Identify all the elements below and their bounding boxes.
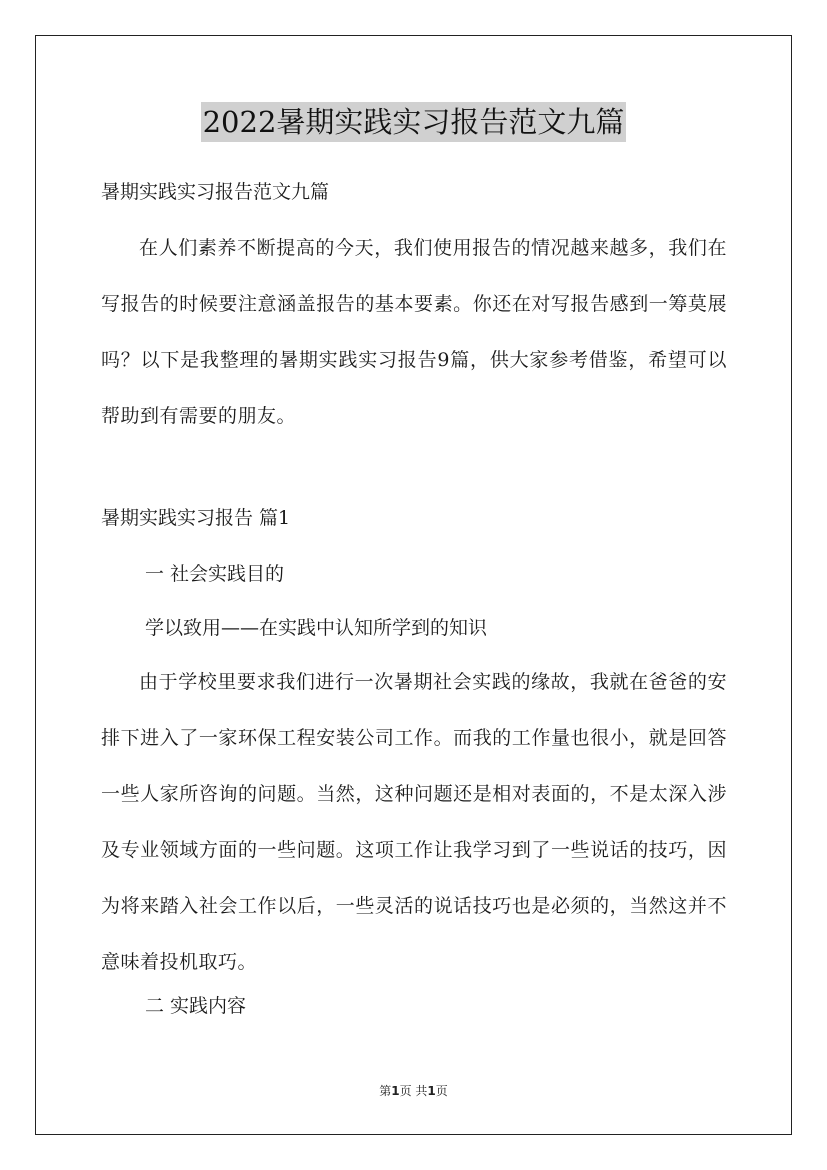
footer-page-current: 1 bbox=[391, 1084, 400, 1098]
footer-mid: 页 共 bbox=[399, 1084, 428, 1098]
page-footer bbox=[0, 1082, 827, 1099]
item-heading-1: 一 社会实践目的 bbox=[145, 563, 285, 585]
footer-suffix: 页 bbox=[435, 1084, 448, 1098]
footer-page-total: 1 bbox=[427, 1084, 436, 1098]
title-container bbox=[0, 102, 827, 142]
section-heading: 暑期实践实习报告 篇1 bbox=[101, 507, 291, 529]
item-heading-2: 二 实践内容 bbox=[145, 995, 247, 1017]
intro-paragraph: 在人们素养不断提高的今天，我们使用报告的情况越来越多，我们在写报告的时候要注意涵盖报告的基本要素。你还在对写报告感到一筹莫展吗？以下是我整理的暑期实践实习报告9篇，供大家参考借鉴，希望可以帮助到有需要的朋友。 bbox=[101, 237, 727, 427]
item-body-paragraph: 由于学校里要求我们进行一次暑期社会实践的缘故，我就在爸爸的安排下进入了一家环保工程安装公司工作。而我的工作量也很小，就是回答一些人家所咨询的问题。当然，这种问题还是相对表面的，不是太深入涉及专业领域方面的一些问题。这项工作让我学习到了一些说话的技巧，因为将来踏入社会工作以后，一些灵活的说话技巧也是必须的，当然这并不意味着投机取巧。 bbox=[101, 671, 727, 973]
subtitle: 暑期实践实习报告范文九篇 bbox=[101, 181, 330, 203]
footer-prefix: 第 bbox=[379, 1084, 392, 1098]
document-title: 2022暑期实践实习报告范文九篇 bbox=[201, 102, 627, 142]
item-motto: 学以致用——在实践中认知所学到的知识 bbox=[145, 617, 488, 639]
